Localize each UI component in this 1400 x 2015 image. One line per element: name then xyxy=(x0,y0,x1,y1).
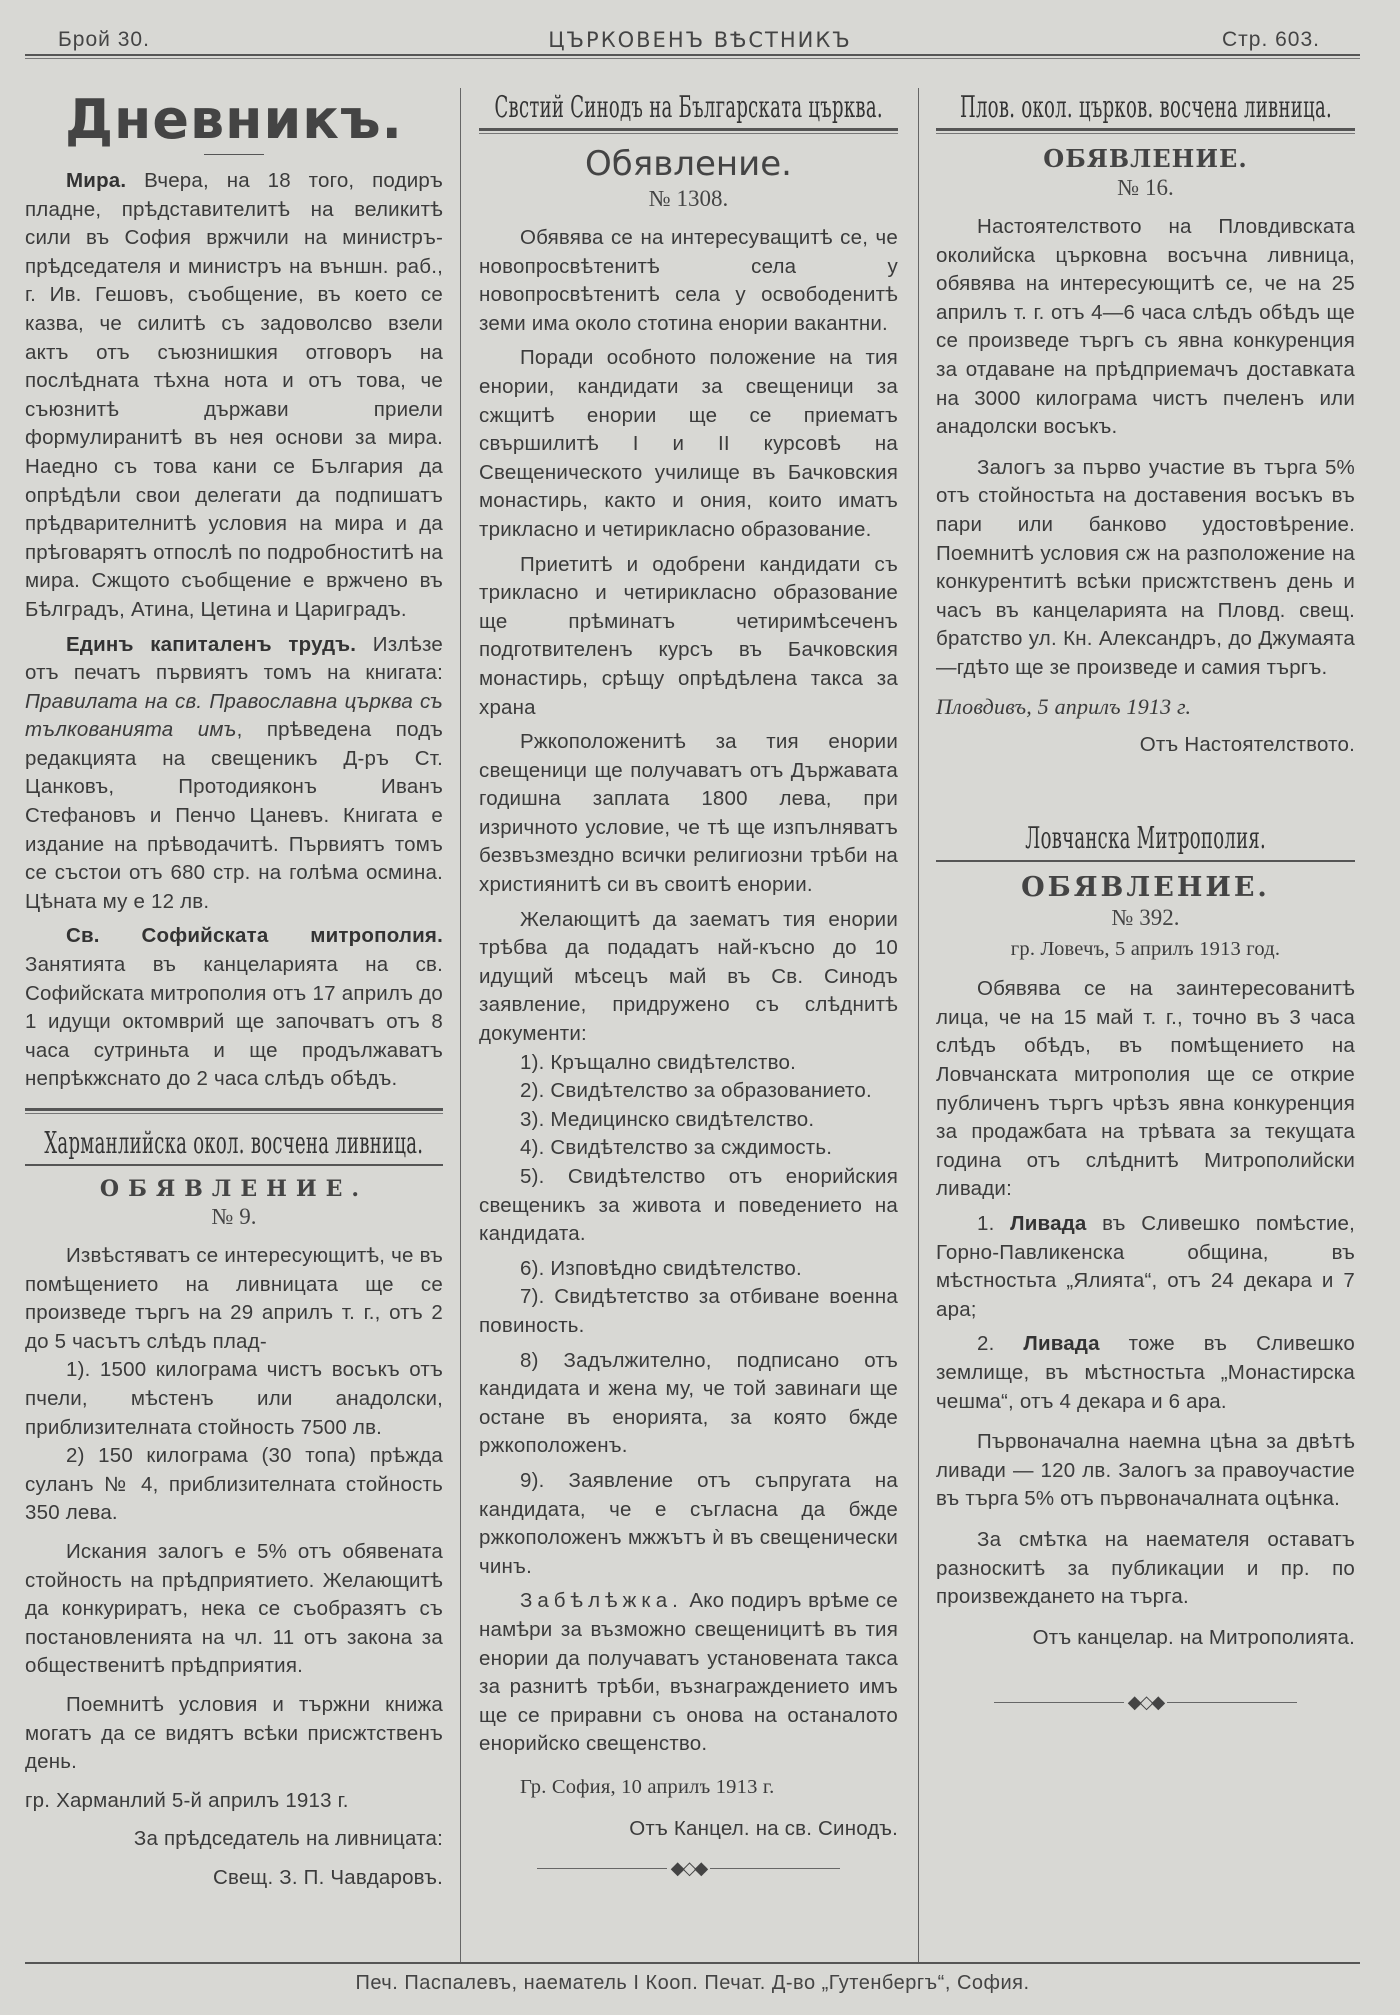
ornament-divider xyxy=(936,1692,1355,1713)
document-item: 9). Заявление отъ съпругата на кандидата, че е съгласна да бжде ржкоположенъ мжжътъ ѝ въ свещенически чинъ. xyxy=(479,1468,898,1578)
document-item: 3). Медицинско свидѣтелство. xyxy=(520,1107,815,1131)
section-heading-text: Харманлийска окол. восчена ливница. xyxy=(44,1125,424,1161)
signature-title: За прѣдседатель на ливницата: xyxy=(133,1827,443,1851)
section-heading xyxy=(25,1124,443,1162)
harmanli-announcement xyxy=(25,1108,443,1892)
paragraph: 2) 150 килограма (30 топа) прѣжда суланъ № 4, приблизителната стойность 350 лева. xyxy=(25,1444,443,1525)
announcement-number: № 16. xyxy=(1117,175,1174,200)
left-column xyxy=(0,88,460,1962)
title-rule xyxy=(204,154,264,155)
dateline: Гр. София, 10 априлъ 1913 г. xyxy=(520,1775,775,1798)
dateline: Пловдивъ, 5 априлъ 1913 г. xyxy=(936,693,1192,719)
paragraph: Извѣстяватъ се интересующитѣ, че въ помѣщението на ливницата ще се произведе търгъ на 29 априлъ т. г., отъ 2 до 5 часътъ слѣдъ плад- xyxy=(25,1244,443,1353)
paragraph: Искания залогъ е 5% отъ обявената стойность на прѣдприятието. Желающитѣ да конкуриратъ, нека се съобразятъ съ постановленията на чл. 11 отъ закона за общественитѣ прѣдприятия. xyxy=(25,1539,443,1678)
document-item: 8) Задължително, подписано отъ кандидата и жена му, че той завинаги ще остане въ енорията, за която бжде ржкоположенъ. xyxy=(479,1348,898,1458)
section-rule xyxy=(479,128,898,134)
dateline: гр. Ловечъ, 5 априлъ 1913 год. xyxy=(1010,937,1281,960)
announcement-number: № 9. xyxy=(211,1204,257,1229)
news-text: Занятията въ канцеларията на св. Софийската митрополия отъ 17 априлъ до 1 идущи октомврий ще започватъ отъ 8 часа сутриньта и ще продължаватъ непрѣкжснато до 2 часа слѣдъ обѣдъ. xyxy=(25,953,443,1091)
meadow-item xyxy=(936,1210,1355,1324)
section-heading xyxy=(479,88,898,126)
printer-imprint: Печ. Паспалевъ, наематель I Кооп. Печат. Д-во „Гутенбергъ“, София. xyxy=(355,1972,1030,1994)
header-rule xyxy=(25,54,1360,59)
news-text: Вчера, на 18 того, подиръ пладне, прѣдставителитѣ на великитѣ сили въ София вржчили на министръ-прѣдседателя и министръ на външн. раб., г. Ив. Гешовъ, съобщение, въ което се казва, че силитѣ съ задоволсво взели актъ отъ съюзнишкия отговоръ на послѣдната тѣхна нота и отъ това, че съюзнитѣ държави приели формулиранитѣ въ нея основи за мира. Наедно съ това кани се България да опрѣдѣли свои делегати да подпишатъ прѣдварителнитѣ условия на мира и да прѣговарятъ отпослѣ по подробноститѣ на мира. Сжщото съобщение е вржчено въ Бѣлградъ, Атина, Цетина и Цариградъ. xyxy=(25,169,443,621)
paragraph: Обявява се на заинтересованитѣ лица, че на 15 май т. г., точно въ 3 часа слѣдъ обѣдъ, въ помѣщението на Ловчанската митрополия ще се открие публиченъ търгъ чрѣзъ явна конкуренция за продажбата на трѣвата за текущата година отъ слѣднитѣ Митрополийски ливади: xyxy=(936,977,1355,1201)
meadow-item xyxy=(936,1330,1355,1416)
announcement-heading: ОБЯВЛЕНИЕ. xyxy=(99,1176,369,1202)
announcement-number: № 1308. xyxy=(648,186,729,211)
middle-column xyxy=(460,88,918,1962)
meadow-lead: Ливада xyxy=(1010,1212,1087,1236)
news-lead: Единъ капиталенъ трудъ. xyxy=(66,632,357,656)
document-item: 5). Свидѣтелство отъ енорийския свещеникъ за живота и поведението на кандидата. xyxy=(479,1165,898,1246)
lovech-announcement xyxy=(936,820,1355,1714)
paragraph: 1). 1500 килограма чистъ восъкъ отъ пчели, мѣстенъ или анадолски, приблизителната стойность 7500 лв. xyxy=(25,1358,443,1439)
section-heading-text: Свстий Синодъ на Българската църква. xyxy=(494,89,883,125)
note-text: Ако подиръ врѣме се намѣри за възможно свещеницитѣ въ тия енории да получаватъ установената такса за разнитѣ трѣби, възнаграждението имъ ще се приравни съ онова на останалото енорийско свещенство. xyxy=(479,1589,898,1756)
meadow-text: тоже въ Сливешко землище, въ мѣстностьта „Монастирска чешма“, отъ 4 декара и 6 ара. xyxy=(936,1332,1355,1413)
document-item: 6). Изповѣдно свидѣтелство. xyxy=(520,1256,802,1280)
paragraph: Обявява се на интересуващитѣ се, че новопросвѣтенитѣ села у новопросвѣтенитѣ села у освободенитѣ земи има около стотина енории вакантни. xyxy=(479,226,898,335)
columns xyxy=(0,62,1400,1962)
signature-name: Свещ. З. П. Чавдаровъ. xyxy=(212,1865,443,1889)
paragraph: Първоначална наемна цѣна за двѣтѣ ливади — 120 лв. Залогъ за правоучастие въ търга 5% отъ първоначалната оцѣнка. xyxy=(936,1430,1355,1511)
meadow-lead: Ливада xyxy=(1023,1332,1100,1356)
signature: Отъ канцелар. на Митрополията. xyxy=(1032,1625,1355,1649)
ornament-divider xyxy=(479,1858,898,1879)
document-item: 7). Свидѣтетство за отбиване военна повиность. xyxy=(479,1285,898,1337)
book-title: Правилата на св. Православна църква съ тълкованията имъ xyxy=(25,689,443,742)
signature: Отъ Настоятелството. xyxy=(1139,733,1355,757)
news-item xyxy=(25,922,443,1094)
meadow-text: въ Сливешко помѣстие, Горно-Павликенска община, въ мѣстностьта „Ялията“, отъ 24 декара и 7 ара; xyxy=(936,1212,1355,1321)
announcement-heading: ОБЯВЛЕНИЕ. xyxy=(1021,871,1270,903)
ornament-icon: ◆◇◆ xyxy=(670,1858,707,1879)
meadow-number: 1. xyxy=(977,1212,995,1236)
diary-title: Дневникъ. xyxy=(64,88,404,151)
section-rule xyxy=(25,1108,443,1114)
synod-announcement xyxy=(479,88,898,1879)
section-heading xyxy=(936,88,1355,126)
ornament-icon: ◆◇◆ xyxy=(1127,1692,1164,1713)
dateline: гр. Харманлий 5-й априлъ 1913 г. xyxy=(25,1788,349,1812)
printer-imprint-area xyxy=(25,1962,1360,2011)
document-item: 4). Свидѣтелство за сждимость. xyxy=(520,1136,833,1160)
paragraph: Ржкоположенитѣ за тия енории свещеници ще получаватъ отъ Държавата годишна заплата 1800 лева, при изричното условие, че тѣ ще изпълняватъ безвъзмездно всички религиозни трѣби на християнитѣ си въ своитѣ енории. xyxy=(479,730,898,897)
news-lead: Св. Софийската митрополия. xyxy=(66,924,443,948)
newspaper-title: ЦЪРКОВЕНЪ ВѢСТНИКЪ xyxy=(548,28,852,52)
section-heading-text: Ловчанска Митрополия. xyxy=(1025,821,1266,857)
signature: Отъ Канцел. на св. Синодъ. xyxy=(629,1817,898,1841)
announcement-heading: ОБЯВЛЕНИЕ. xyxy=(1043,144,1248,173)
issue-number: Брой 30. xyxy=(58,28,150,51)
news-text: , прѣведена подъ редакцията на свещеникъ Д-ръ Ст. Цанковъ, Протодияконъ Иванъ Стефановъ и Пенчо Цаневъ. Книгата е издание на прѣводачитѣ. Първиятъ томъ се състои отъ 680 стр. на голѣма осмина. Цѣната му е 12 лв. xyxy=(25,718,443,913)
news-text: Излѣзе отъ печатъ първиятъ томъ на книгата: xyxy=(25,632,443,685)
news-item xyxy=(25,167,443,625)
meadow-number: 2. xyxy=(977,1332,995,1356)
paragraph: Настоятелството на Пловдивската околийска църковна восъчна ливница, обявява на интересующитѣ се, че на 25 априлъ т. г. отъ 4—6 часа слѣдъ обѣдъ ще се произведе търгъ съ явна конкуренция за отдаване на прѣдприемачъ доставката на 3000 килограма чистъ пчеленъ или анадолски восъкъ. xyxy=(936,215,1355,439)
plovdiv-announcement xyxy=(936,88,1355,760)
paragraph: Залогъ за първо участие въ търга 5% отъ стойностьта на доставения восъкъ въ пари или банково удостовѣрение. Поемнитѣ условия сж на разположение на конкурентитѣ всѣки присжтственъ день и часъ въ канцеларията на Пловд. свещ. братство ул. Кн. Александръ, до Джумаята—гдѣто ще зе произведе и самия търгъ. xyxy=(936,455,1355,679)
section-heading-text: Плов. окол. църков. восчена ливница. xyxy=(959,89,1332,125)
page-header xyxy=(0,0,1400,62)
document-item: 1). Кръщално свидѣтелство. xyxy=(520,1050,796,1074)
document-item: 2). Свидѣтелство за образованието. xyxy=(520,1079,872,1103)
paragraph: Желающитѣ да заематъ тия енории трѣбва да подадатъ най-късно до 10 идущий мѣсецъ май въ Св. Синодъ заявление, придружено съ слѣднитѣ документи: xyxy=(479,907,898,1046)
news-item xyxy=(25,631,443,917)
paragraph: Приетитѣ и одобрени кандидати съ трикласно и четирикласно образование ще прѣминатъ четиримѣсеченъ подготвителенъ курсъ въ Бачковския монастирь, срѣщу опрѣдѣлена такса за храна xyxy=(479,552,898,719)
right-column xyxy=(918,88,1400,1962)
news-lead: Мира. xyxy=(66,169,127,192)
diary-section xyxy=(25,88,443,1094)
announcement-number: № 392. xyxy=(1111,904,1180,930)
section-rule xyxy=(25,1164,443,1166)
section-rule xyxy=(936,128,1355,134)
section-heading xyxy=(936,820,1355,858)
announcement-heading: Обявление. xyxy=(585,144,792,184)
paragraph: Поради особното положение на тия енории, кандидати за свещеници за сжщитѣ енории ще се приематъ свършилитѣ I и II курсовѣ на Свещеническото училище въ Бачковския монастирь, както и ония, които иматъ трикласно и четирикласно образование. xyxy=(479,346,898,541)
note-lead: Забѣлѣжка. xyxy=(520,1589,683,1613)
page-number: Стр. 603. xyxy=(1221,28,1320,51)
section-rule xyxy=(936,860,1355,862)
note xyxy=(479,1587,898,1759)
paragraph: Поемнитѣ условия и тържни книжа могатъ да се видятъ всѣки присжтственъ день. xyxy=(25,1692,443,1774)
paragraph: За смѣтка на наемателя оставатъ разноскитѣ за публикации и пр. по произвеждането на търга. xyxy=(936,1527,1355,1609)
